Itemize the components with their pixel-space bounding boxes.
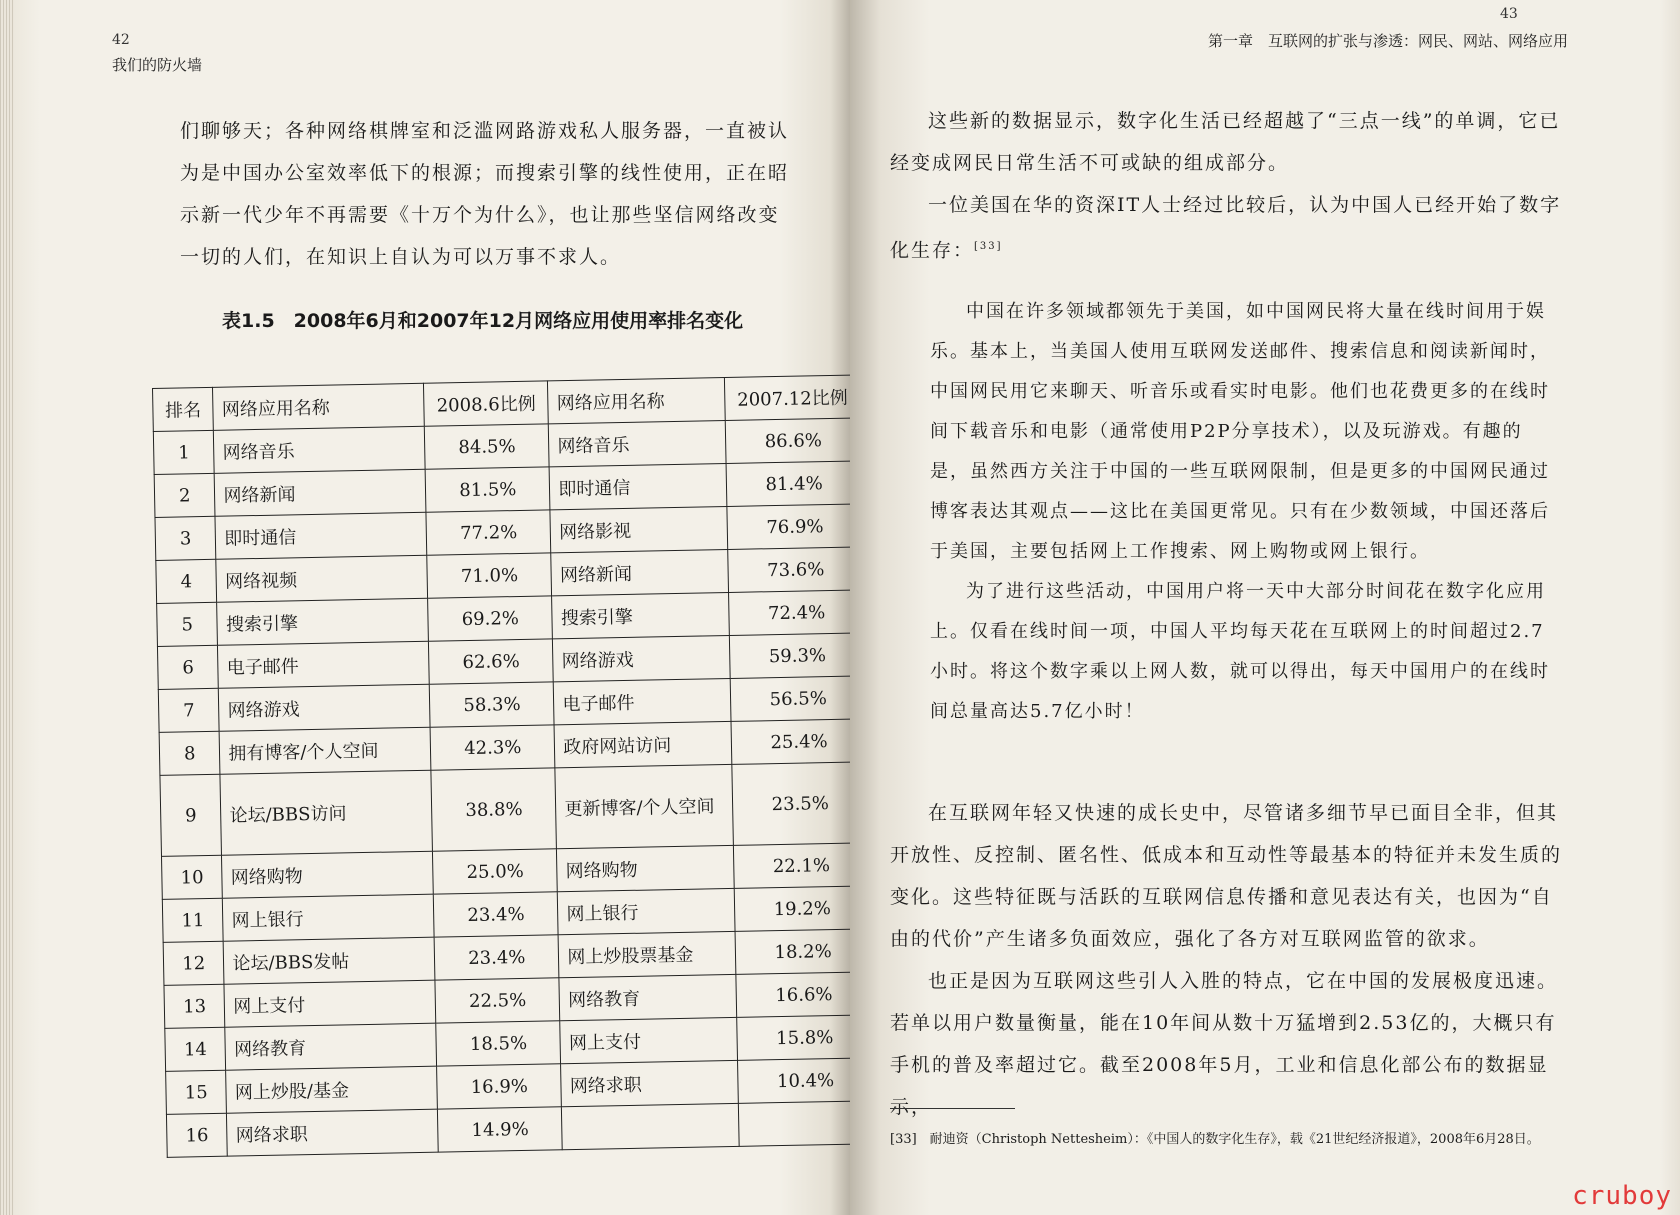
- right-running-head: 第一章 互联网的扩张与渗透：网民、网站、网络应用: [1208, 32, 1569, 50]
- app-2007-cell: 网上银行: [558, 888, 736, 934]
- pct-2007-cell: 23.5%: [732, 762, 850, 846]
- paragraph: 这些新的数据显示，数字化生活已经超越了“三点一线”的单调，它已经变成网民日常生活不可或缺的组成部分。: [890, 110, 1561, 174]
- header-app-2007: 网络应用名称: [548, 378, 726, 424]
- pct-2007-cell: 59.3%: [730, 633, 850, 679]
- rank-cell: 12: [163, 941, 224, 985]
- pct-2008-cell: 58.3%: [430, 682, 555, 727]
- rank-cell: 3: [155, 516, 216, 560]
- paragraph: 也正是因为互联网这些引人入胜的特点，它在中国的发展极度迅速。若单以用户数量衡量，能在10年间从数十万猛增到2.53亿的，大概只有手机的普及率超过它。截至2008年5月，工业和信息化部公布的数据显示，: [890, 970, 1559, 1118]
- app-2007-cell: 网络影视: [550, 506, 728, 552]
- app-2008-cell: 电子邮件: [218, 641, 430, 688]
- app-2008-cell: 网络视频: [216, 555, 428, 602]
- rank-cell: 4: [156, 559, 217, 603]
- pct-2008-cell: 42.3%: [430, 725, 555, 770]
- pct-2008-cell: 69.2%: [428, 596, 553, 641]
- pct-2008-cell: 18.5%: [436, 1021, 561, 1066]
- app-2007-cell: 网络教育: [559, 974, 737, 1020]
- rank-cell: 9: [160, 774, 222, 856]
- footnote: [33] 耐迪资（Christoph Nettesheim）：《中国人的数字化生存》，载《21世纪经济报道》，2008年6月28日。: [890, 1132, 1540, 1147]
- usage-ranking-table: [152, 374, 850, 1157]
- app-2007-cell: 即时通信: [549, 463, 727, 509]
- pct-2008-cell: 71.0%: [427, 553, 552, 598]
- rank-cell: 10: [161, 855, 222, 899]
- rank-cell: 15: [166, 1070, 227, 1114]
- app-2007-cell: 网上炒股票基金: [558, 931, 736, 977]
- pct-2008-cell: 81.5%: [425, 467, 550, 512]
- app-2007-cell: 更新博客/个人空间: [555, 764, 734, 848]
- pct-2008-cell: 62.6%: [429, 639, 554, 684]
- rank-cell: 5: [157, 602, 218, 646]
- app-2008-cell: 即时通信: [215, 512, 427, 559]
- app-2007-cell: 搜索引擎: [552, 592, 730, 638]
- header-pct-2008: 2008.6比例: [424, 381, 549, 426]
- pct-2008-cell: 77.2%: [426, 510, 551, 555]
- app-2008-cell: 网络游戏: [219, 684, 431, 731]
- rank-cell: 8: [159, 731, 220, 775]
- pct-2007-cell: 19.2%: [735, 886, 850, 932]
- rank-cell: 1: [153, 430, 214, 474]
- pct-2007-cell: 76.9%: [727, 504, 850, 550]
- pct-2008-cell: 38.8%: [431, 768, 557, 851]
- rank-cell: 13: [164, 984, 225, 1028]
- pct-2008-cell: 84.5%: [425, 424, 550, 469]
- rank-cell: 6: [157, 645, 218, 689]
- paragraph: 们聊够天；各种网络棋牌室和泛滥网路游戏私人服务器，一直被认为是中国办公室效率低下的根源；而搜索引擎的线性使用，正在昭示新一代少年不再需要《十万个为什么》，也让那些坚信网络改变一切的人们，在知识上自认为可以万事不求人。: [180, 120, 790, 268]
- pct-2008-cell: 23.4%: [434, 892, 559, 937]
- pct-2007-cell: 15.8%: [737, 1015, 850, 1061]
- app-2008-cell: 网络购物: [222, 851, 434, 898]
- app-2007-cell: [562, 1103, 740, 1149]
- pct-2008-cell: 25.0%: [433, 849, 558, 894]
- block-quote: [930, 292, 1550, 732]
- app-2008-cell: 网上炒股/基金: [226, 1066, 438, 1113]
- pct-2007-cell: 56.5%: [731, 676, 850, 722]
- rank-cell: 2: [154, 473, 215, 517]
- pct-2007-cell: 86.6%: [726, 418, 850, 464]
- right-closing-text: [890, 792, 1570, 1128]
- rank-cell: 16: [166, 1113, 227, 1157]
- pct-2007-cell: 25.4%: [731, 719, 850, 765]
- pct-2008-cell: 22.5%: [435, 978, 560, 1023]
- app-2007-cell: 网络音乐: [549, 420, 727, 466]
- app-2007-cell: 网络购物: [557, 845, 735, 891]
- table-body: [153, 418, 850, 1157]
- table-row: [160, 762, 850, 857]
- rank-cell: 11: [162, 898, 223, 942]
- app-2008-cell: 网络新闻: [215, 469, 427, 516]
- header-app-2008: 网络应用名称: [213, 383, 425, 430]
- app-2007-cell: 网络新闻: [551, 549, 729, 595]
- right-page-number: 43: [1500, 6, 1518, 22]
- header-rank: 排名: [153, 387, 214, 431]
- paragraph-text: 一位美国在华的资深IT人士经过比较后，认为中国人已经开始了数字化生存：: [890, 194, 1562, 262]
- app-2008-cell: 论坛/BBS访问: [220, 770, 432, 855]
- footnote-divider: [890, 1108, 1015, 1109]
- pct-2007-cell: 72.4%: [729, 590, 850, 636]
- pct-2007-cell: 22.1%: [734, 843, 850, 889]
- watermark: cruboy: [1572, 1181, 1672, 1211]
- footnote-mark: [33]: [974, 241, 1003, 252]
- app-2008-cell: 网络教育: [225, 1023, 437, 1070]
- app-2008-cell: 网络音乐: [214, 426, 426, 473]
- left-running-head: 我们的防火墙: [112, 56, 203, 74]
- app-2007-cell: 网络求职: [561, 1060, 739, 1106]
- app-2007-cell: 网络游戏: [553, 635, 731, 681]
- right-intro-text: [890, 100, 1570, 271]
- pct-2007-cell: [739, 1101, 850, 1147]
- app-2008-cell: 网上银行: [223, 894, 435, 941]
- left-page-number: 42: [112, 32, 130, 48]
- app-2008-cell: 论坛/BBS发帖: [224, 937, 436, 984]
- pct-2008-cell: 14.9%: [438, 1107, 563, 1152]
- pct-2007-cell: 16.6%: [736, 972, 850, 1018]
- paragraph: 在互联网年轻又快速的成长史中，尽管诸多细节早已面目全非，但其开放性、反控制、匿名性、低成本和互动性等最基本的特征并未发生质的变化。这些特征既与活跃的互联网信息传播和意见表达有关，也因为“自由的代价”产生诸多负面效应，强化了各方对互联网监管的欲求。: [890, 802, 1563, 950]
- table-title: 表1.5 2008年6月和2007年12月网络应用使用率排名变化: [222, 310, 744, 332]
- page-edge: [0, 0, 14, 1215]
- pct-2008-cell: 16.9%: [437, 1064, 562, 1109]
- header-pct-2007: 2007.12比例: [725, 375, 850, 421]
- rank-cell: 7: [158, 688, 219, 732]
- pct-2007-cell: 10.4%: [738, 1058, 850, 1104]
- rank-cell: 14: [165, 1027, 226, 1071]
- pct-2007-cell: 73.6%: [728, 547, 850, 593]
- pct-2007-cell: 18.2%: [735, 929, 850, 975]
- app-2008-cell: 搜索引擎: [217, 598, 429, 645]
- app-2007-cell: 电子邮件: [554, 678, 732, 724]
- app-2008-cell: 网络求职: [227, 1109, 439, 1156]
- left-body-text: [180, 110, 800, 278]
- quote-paragraph: 中国在许多领域都领先于美国，如中国网民将大量在线时间用于娱乐。基本上，当美国人使用互联网发送邮件、搜索信息和阅读新闻时，中国网民用它来聊天、听音乐或看实时电影。他们也花费更多的在线时间下载音乐和电影（通常使用P2P分享技术），以及玩游戏。有趣的是，虽然西方关注于中国的一些互联网限制，但是更多的中国网民通过博客表达其观点——这比在美国更常见。只有在少数领域，中国还落后于美国，主要包括网上工作搜索、网上购物或网上银行。: [930, 301, 1550, 562]
- paragraph: [890, 184, 1570, 271]
- pct-2008-cell: 23.4%: [434, 935, 559, 980]
- app-2008-cell: 网上支付: [224, 980, 436, 1027]
- app-2008-cell: 拥有博客/个人空间: [220, 727, 432, 774]
- app-2007-cell: 网上支付: [560, 1017, 738, 1063]
- quote-paragraph: 为了进行这些活动，中国用户将一天中大部分时间花在数字化应用上。仅看在线时间一项，中国人平均每天花在互联网上的时间超过2.7小时。将这个数字乘以上网人数，就可以得出，每天中国用户的在线时间总量高达5.7亿小时！: [930, 581, 1550, 722]
- app-2007-cell: 政府网站访问: [554, 721, 732, 767]
- pct-2007-cell: 81.4%: [726, 461, 850, 507]
